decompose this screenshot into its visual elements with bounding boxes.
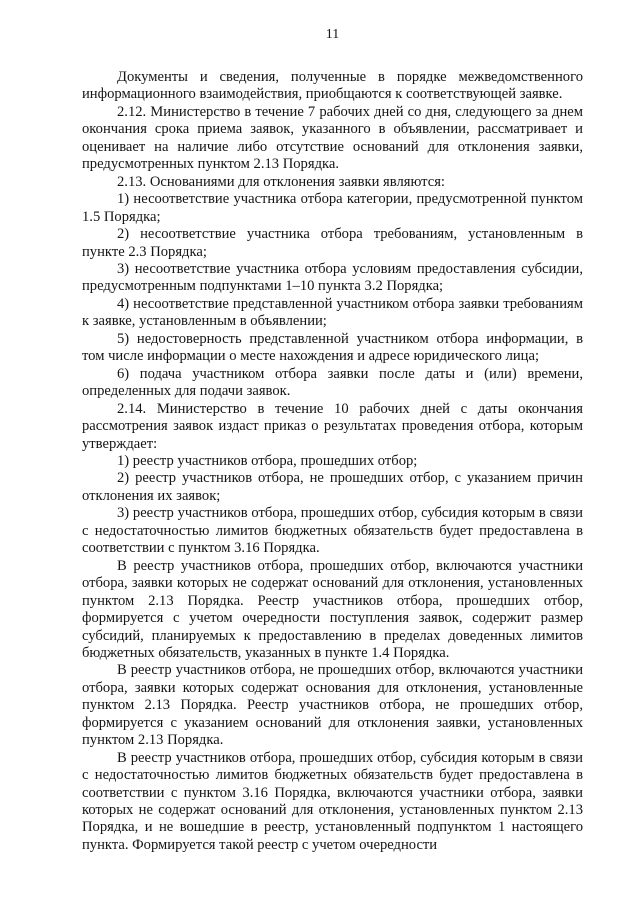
list-item-2-14-3: 3) реестр участников отбора, прошедших отбор, субсидия которым в связи с недостаточностью лимитов бюджетных обязательств будет предоставлена в соответствии с пунктом 3.16 Порядка. [82, 505, 583, 557]
list-item-2-14-1: 1) реестр участников отбора, прошедших отбор; [117, 452, 418, 469]
list-item-2-14-2: 2) реестр участников отбора, не прошедших отбор, с указанием причин отклонения их заявок; [82, 470, 583, 504]
list-item-2-13-4: 4) несоответствие представленной участником отбора заявки требованиям к заявке, установленным в объявлении; [82, 295, 583, 330]
paragraph-documents-info: Документы и сведения, полученные в порядке межведомственного информационного взаимодействия, приобщаются к соответствующей заявке. [82, 69, 583, 103]
document-body [82, 69, 583, 854]
paragraph-2-12: 2.12. Министерство в течение 7 рабочих дней со дня, следующего за днем окончания срока приема заявок, указанного в объявлении, рассматривает и оценивает на наличие либо отсутствие оснований для отклонения заявки, предусмотренных пунктом 2.13 Порядка. [82, 103, 583, 173]
list-item-2-13-1: 1) несоответствие участника отбора категории, предусмотренной пунктом 1.5 Порядка; [82, 191, 583, 225]
paragraph-passed-registry: В реестр участников отбора, прошедших отбор, включаются участники отбора, заявки которых не содержат оснований для отклонения, установленных пунктом 2.13 Порядка. Реестр участников отбора, прошедших отбор, формируется с учетом очередности поступления заявок, содержит размер субсидий, планируемых к предоставлению в пределах доведенных лимитов бюджетных обязательств, указанных в пункте 1.4 Порядка. [82, 557, 583, 661]
paragraph-failed-registry: В реестр участников отбора, не прошедших отбор, включаются участники отбора, заявки которых содержат основания для отклонения, установленные пунктом 2.13 Порядка. Реестр участников отбора, не прошедших отбор, формируется с указанием оснований для отклонения заявки, установленных пунктом 2.13 Порядка. [82, 662, 583, 749]
paragraph-2-13: 2.13. Основаниями для отклонения заявки являются: [117, 173, 445, 190]
list-item-2-13-5: 5) недостоверность представленной участником отбора информации, в том числе информации о месте нахождения и адресе юридического лица; [82, 330, 583, 365]
page-number: 11 [325, 27, 340, 42]
list-item-2-13-3: 3) несоответствие участника отбора условиям предоставления субсидии, предусмотренным подпунктами 1–10 пункта 3.2 Порядка; [82, 260, 583, 295]
paragraph-limited-registry: В реестр участников отбора, прошедших отбор, субсидия которым в связи с недостаточностью лимитов бюджетных обязательств будет предоставлена в соответствии с пунктом 3.16 Порядка, включаются участники отбора, заявки которых не содержат оснований для отклонения, установленных пунктом 2.13 Порядка, и не вошедшие в реестр, установленный подпунктом 1 настоящего пункта. Формируется такой реестр с учетом очередности [82, 749, 583, 853]
list-item-2-13-2: 2) несоответствие участника отбора требованиям, установленным в пункте 2.3 Порядка; [82, 226, 583, 260]
paragraph-2-14: 2.14. Министерство в течение 10 рабочих дней с даты окончания рассмотрения заявок издаст приказ о результатах проведения отбора, которым утверждает: [82, 400, 583, 452]
list-item-2-13-6: 6) подача участником отбора заявки после даты и (или) времени, определенных для подачи заявок. [82, 365, 583, 400]
